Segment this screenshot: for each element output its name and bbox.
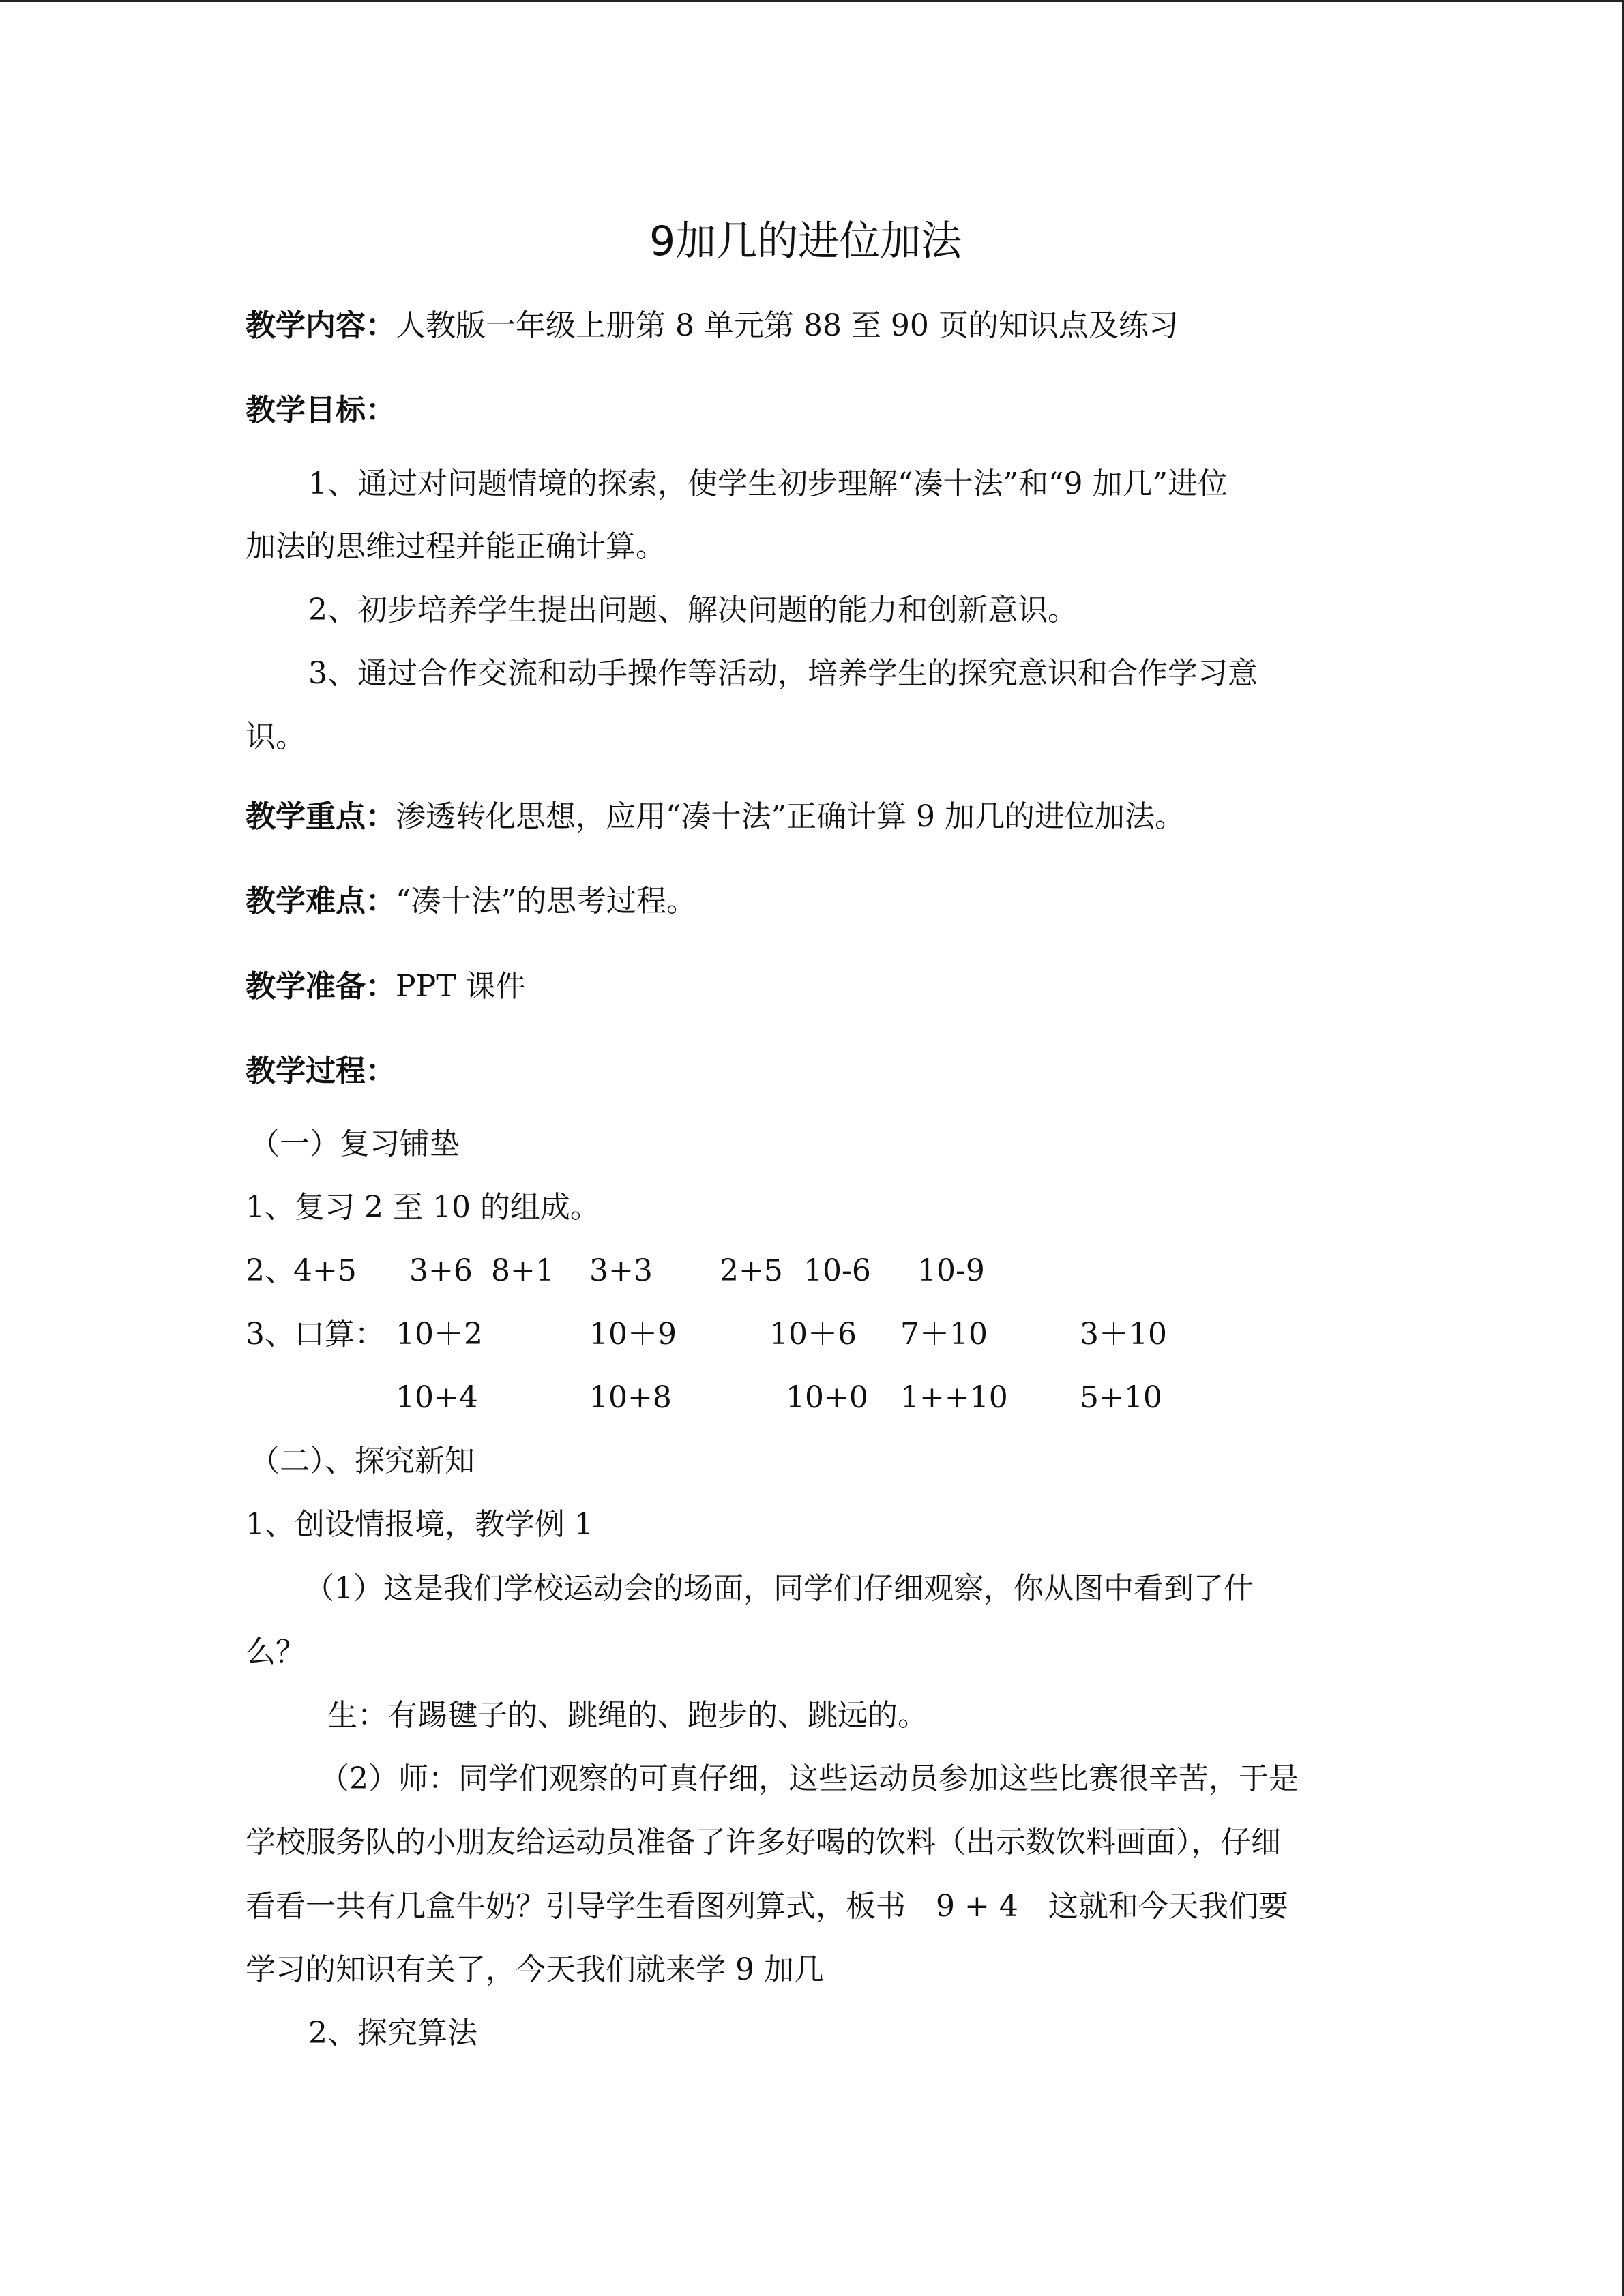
expression: 2+5 [720, 1253, 783, 1288]
paragraph-1-line-2: 么？ [246, 1635, 306, 1669]
teaching-content-label: 教学内容： [246, 308, 396, 343]
explore-item-1: 1、创设情报境，教学例 1 [246, 1507, 593, 1542]
teaching-preparation-label: 教学准备： [246, 969, 396, 1004]
expression: 3＋10 [1080, 1317, 1167, 1352]
teaching-key-point [246, 796, 1185, 837]
teaching-goals-label: 教学目标： [246, 393, 396, 428]
expression: 10-9 [917, 1253, 985, 1288]
page-top-border [0, 0, 1624, 2]
expression: 3+3 [589, 1253, 653, 1288]
expression: 10+8 [589, 1380, 672, 1415]
goal-3-line-1: 3、通过合作交流和动手操作等活动，培养学生的探究意识和合作学习意 [308, 656, 1258, 691]
teaching-difficulty-label: 教学难点： [246, 884, 396, 919]
teaching-preparation [246, 966, 526, 1007]
expression: 7＋10 [900, 1317, 988, 1352]
review-item-1: 1、复习 2 至 10 的组成。 [246, 1190, 600, 1225]
teaching-key-point-text: 渗透转化思想，应用“凑十法”正确计算 9 加几的进位加法。 [396, 799, 1185, 834]
goal-1-line-2: 加法的思维过程并能正确计算。 [246, 529, 666, 564]
expression: 4+5 [293, 1253, 357, 1288]
teaching-difficulty-text: “凑十法”的思考过程。 [396, 884, 696, 919]
paragraph-2-line-1: （2）师：同学们观察的可真仔细，这些运动员参加这些比赛很辛苦，于是 [319, 1761, 1299, 1796]
teaching-process-label: 教学过程： [246, 1054, 396, 1088]
explore-item-2: 2、探究算法 [308, 2016, 477, 2051]
teaching-key-point-label: 教学重点： [246, 799, 396, 834]
expression: 8+1 [491, 1253, 555, 1288]
student-answer: 生：有踢毽子的、跳绳的、跑步的、跳远的。 [327, 1698, 928, 1733]
expression: 10＋2 [396, 1317, 483, 1352]
expression: 1++10 [900, 1380, 1008, 1415]
expression: 3+6 [409, 1253, 473, 1288]
teaching-preparation-text: PPT 课件 [396, 969, 526, 1004]
expression: 10+4 [396, 1380, 478, 1415]
expression: 10+0 [786, 1380, 868, 1415]
expression: 10＋6 [769, 1317, 857, 1352]
document-title: 9加几的进位加法 [649, 218, 962, 265]
teaching-content [246, 305, 1179, 346]
goal-2: 2、初步培养学生提出问题、解决问题的能力和创新意识。 [308, 593, 1078, 627]
review-item-2-prefix: 2、 [246, 1253, 295, 1288]
expression: 10-6 [803, 1253, 871, 1288]
section-explore: （二）、探究新知 [250, 1444, 475, 1478]
paragraph-2-line-3: 看看一共有几盒牛奶？引导学生看图列算式，板书 9 + 4 这就和今天我们要 [246, 1889, 1288, 1924]
teaching-content-text: 人教版一年级上册第 8 单元第 88 至 90 页的知识点及练习 [396, 308, 1179, 343]
review-item-3-prefix: 3、口算： [246, 1317, 385, 1352]
goal-1-line-1: 1、通过对问题情境的探索，使学生初步理解“凑十法”和“9 加几”进位 [308, 466, 1228, 501]
expression: 10＋9 [589, 1317, 677, 1352]
goal-3-line-2: 识。 [246, 719, 306, 754]
teaching-difficulty [246, 881, 696, 922]
paragraph-1-line-1: （1）这是我们学校运动会的场面，同学们仔细观察，你从图中看到了什 [304, 1571, 1254, 1606]
paragraph-2-line-4: 学习的知识有关了，今天我们就来学 9 加几 [246, 1952, 824, 1987]
expression: 5+10 [1080, 1380, 1162, 1415]
paragraph-2-line-2: 学校服务队的小朋友给运动员准备了许多好喝的饮料（出示数饮料画面），仔细 [246, 1825, 1281, 1860]
section-review: （一）复习铺垫 [250, 1127, 460, 1161]
